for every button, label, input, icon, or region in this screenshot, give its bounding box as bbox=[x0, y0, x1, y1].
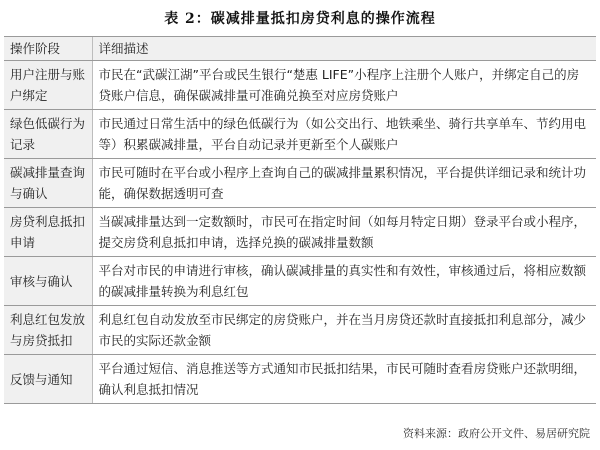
description-cell: 平台通过短信、消息推送等方式通知市民抵扣结果，市民可随时查看房贷账户还款明细，确认利息抵扣情况 bbox=[92, 355, 596, 404]
table-row bbox=[4, 208, 596, 257]
process-table bbox=[4, 36, 596, 404]
description-cell: 市民通过日常生活中的绿色低碳行为（如公交出行、地铁乘坐、骑行共享单车、节约用电等）积累碳减排量，平台自动记录并更新至个人碳账户 bbox=[92, 110, 596, 159]
header-stage: 操作阶段 bbox=[4, 37, 92, 61]
source-note: 资料来源：政府公开文件、易居研究院 bbox=[403, 427, 590, 440]
stage-cell: 碳减排量查询与确认 bbox=[4, 159, 92, 208]
stage-cell: 反馈与通知 bbox=[4, 355, 92, 404]
stage-cell: 房贷利息抵扣申请 bbox=[4, 208, 92, 257]
stage-cell: 用户注册与账户绑定 bbox=[4, 61, 92, 110]
stage-cell: 绿色低碳行为记录 bbox=[4, 110, 92, 159]
table-title: 表 2：碳减排量抵扣房贷利息的操作流程 bbox=[164, 11, 436, 27]
description-cell: 利息红包自动发放至市民绑定的房贷账户，并在当月房贷还款时直接抵扣利息部分，减少市民的实际还款金额 bbox=[92, 306, 596, 355]
table-row bbox=[4, 61, 596, 110]
stage-cell: 审核与确认 bbox=[4, 257, 92, 306]
table-header-row bbox=[4, 37, 596, 61]
table-row bbox=[4, 306, 596, 355]
table-row bbox=[4, 257, 596, 306]
description-cell: 市民在“武碳江湖”平台或民生银行“楚惠 LIFE”小程序上注册个人账户，并绑定自己的房贷账户信息，确保碳减排量可准确兑换至对应房贷账户 bbox=[92, 61, 596, 110]
table-row bbox=[4, 159, 596, 208]
description-cell: 平台对市民的申请进行审核，确认碳减排量的真实性和有效性，审核通过后，将相应数额的碳减排量转换为利息红包 bbox=[92, 257, 596, 306]
description-cell: 市民可随时在平台或小程序上查询自己的碳减排量累积情况，平台提供详细记录和统计功能，确保数据透明可查 bbox=[92, 159, 596, 208]
description-cell: 当碳减排量达到一定数额时，市民可在指定时间（如每月特定日期）登录平台或小程序，提交房贷利息抵扣申请，选择兑换的碳减排量数额 bbox=[92, 208, 596, 257]
header-description: 详细描述 bbox=[92, 37, 596, 61]
table-row bbox=[4, 355, 596, 404]
table-row bbox=[4, 110, 596, 159]
stage-cell: 利息红包发放与房贷抵扣 bbox=[4, 306, 92, 355]
